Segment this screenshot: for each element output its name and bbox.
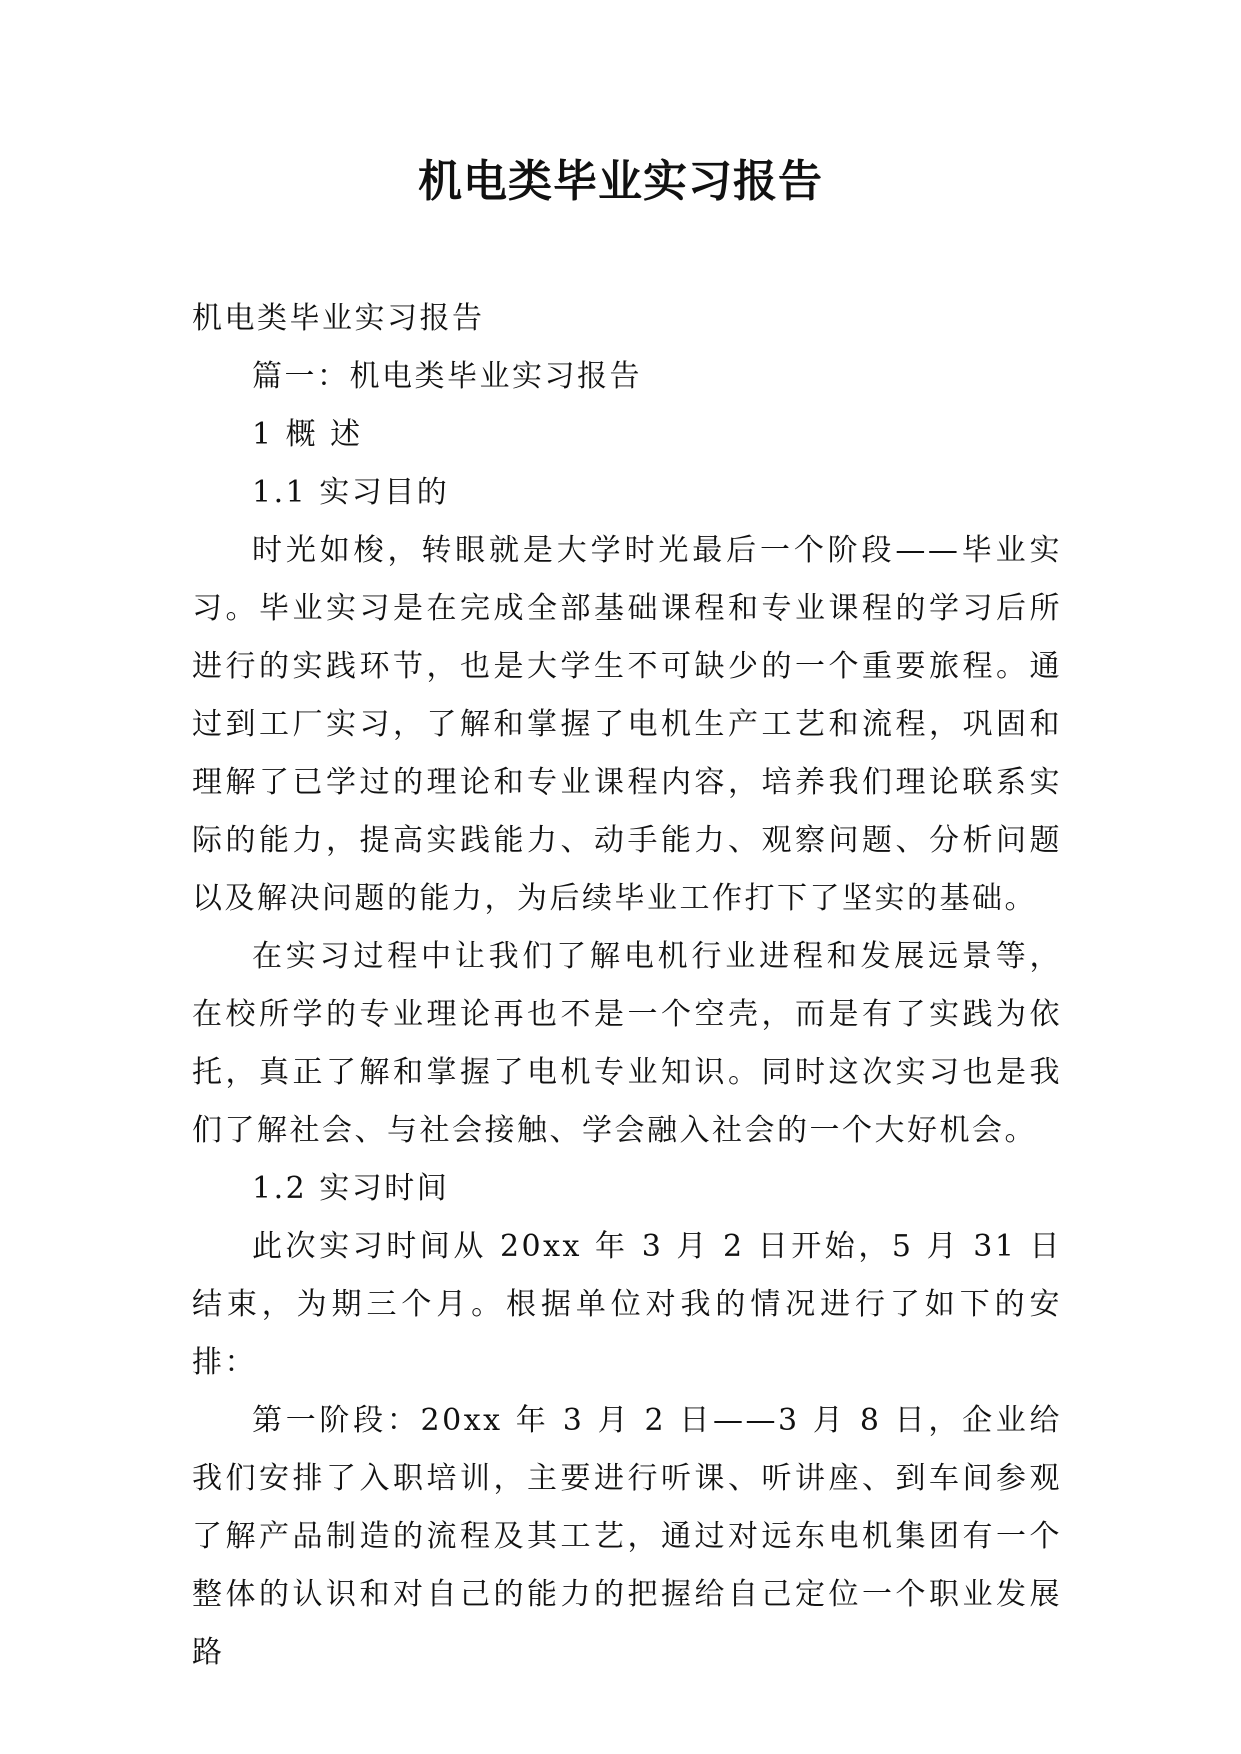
paragraph: 在实习过程中让我们了解电机行业进程和发展远景等，在校所学的专业理论再也不是一个空壳，而是有了实践为依托，真正了解和掌握了电机专业知识。同时这次实习也是我们了解社会、与社会接触、学会融入社会的一个大好机会。 bbox=[192, 939, 1062, 1148]
chapter-heading: 1 概 述 bbox=[252, 417, 363, 452]
body-heading: 机电类毕业实习报告 bbox=[192, 301, 485, 336]
paragraph: 此次实习时间从 20xx 年 3 月 2 日开始，5 月 31 日结束，为期三个月。根据单位对我的情况进行了如下的安排： bbox=[192, 1229, 1062, 1380]
section-title: 篇一：机电类毕业实习报告 bbox=[252, 359, 642, 394]
document-title: 机电类毕业实习报告 bbox=[418, 156, 823, 207]
document-body bbox=[192, 290, 1062, 1682]
paragraph: 时光如梭，转眼就是大学时光最后一个阶段——毕业实习。毕业实习是在完成全部基础课程和专业课程的学习后所进行的实践环节，也是大学生不可缺少的一个重要旅程。通过到工厂实习，了解和掌握了电机生产工艺和流程，巩固和理解了已学过的理论和专业课程内容，培养我们理论联系实际的能力，提高实践能力、动手能力、观察问题、分析问题以及解决问题的能力，为后续毕业工作打下了坚实的基础。 bbox=[192, 533, 1062, 916]
subsection-heading: 1.1 实习目的 bbox=[252, 475, 450, 510]
paragraph: 第一阶段：20xx 年 3 月 2 日——3 月 8 日，企业给我们安排了入职培训，主要进行听课、听讲座、到车间参观了解产品制造的流程及其工艺，通过对远东电机集团有一个整体的认识和对自己的能力的把握给自己定位一个职业发展路 bbox=[192, 1403, 1062, 1670]
subsection-heading: 1.2 实习时间 bbox=[252, 1171, 450, 1206]
